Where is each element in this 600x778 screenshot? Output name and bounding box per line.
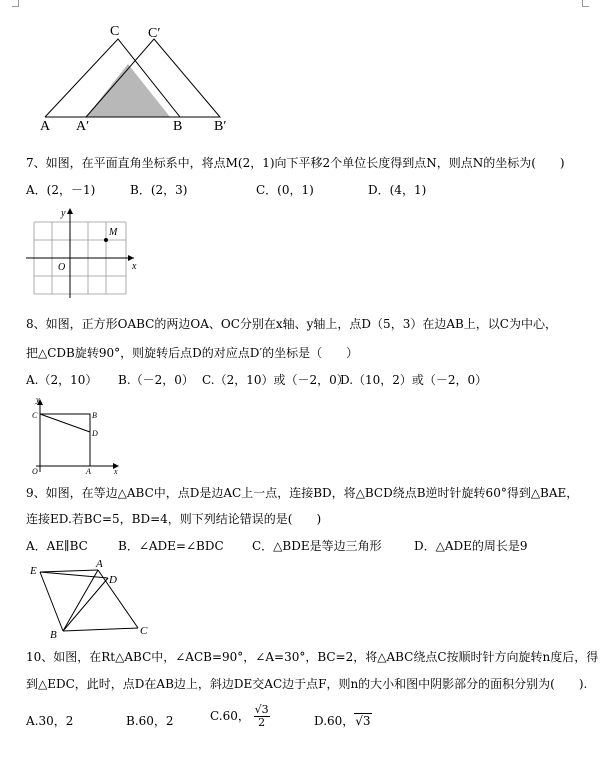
- question-7-option-a: A．(2，－1): [26, 183, 96, 197]
- question-8-option-b: B.（－2，0）: [118, 373, 194, 387]
- question-10-option-a: A.30，2: [26, 714, 74, 728]
- question-8-line-1: 8、如图，正方形OABC的两边OA、OC分别在x轴、y轴上，点D（5，3）在边AB上，以C为中心，: [26, 317, 557, 331]
- label-a: A: [40, 119, 51, 134]
- question-8-option-a: A.（2，10）: [26, 373, 98, 387]
- label-c-prime: C′: [148, 26, 161, 41]
- svg-text:y: y: [36, 396, 40, 404]
- question-9-option-c: C．△BDE是等边三角形: [252, 539, 382, 553]
- crop-mark-top-right: [582, 0, 589, 7]
- question-10-option-d: D.60，√3: [314, 714, 371, 728]
- question-7-option-c: C．(0，1): [256, 183, 314, 197]
- figure-coordinate-grid: [24, 204, 144, 300]
- question-9-option-b: B．∠ADE=∠BDC: [118, 539, 224, 553]
- question-7-option-b: B．(2，3): [130, 183, 188, 197]
- figure-equilateral-triangle-abc: [28, 556, 158, 640]
- svg-text:C: C: [140, 625, 148, 637]
- svg-text:C: C: [32, 411, 38, 420]
- svg-text:B: B: [50, 629, 57, 640]
- svg-text:O: O: [58, 262, 66, 273]
- label-b: B: [173, 119, 183, 134]
- svg-text:B: B: [92, 411, 97, 420]
- question-9-option-d: D．△ADE的周长是9: [414, 539, 528, 553]
- question-9-line-2: 连接ED.若BC=5，BD=4，则下列结论错误的是( ): [26, 512, 322, 526]
- figure-square-oabc: [26, 396, 126, 476]
- svg-text:D: D: [109, 574, 117, 586]
- svg-text:A: A: [86, 467, 91, 476]
- question-7-option-d: D．(4，1): [368, 183, 427, 197]
- crop-mark-top-left: [12, 0, 19, 7]
- question-10-line-1: 10、如图，在Rt△ABC中，∠ACB=90°，∠A=30°，BC=2，将△ABC绕点C按顺时针方向旋转n度后，得: [26, 650, 599, 664]
- label-b-prime: B′: [214, 119, 227, 134]
- svg-text:E: E: [30, 565, 37, 577]
- question-10-line-2: 到△EDC，此时，点D在AB边上，斜边DE交AC边于点F，则n的大小和图中阴影部分的面积分别为( ).: [26, 677, 588, 691]
- figure-translated-triangles: [30, 22, 260, 137]
- point-m: [104, 238, 108, 242]
- label-c: C: [110, 24, 120, 39]
- question-8-line-2: 把△CDB旋转90°，则旋转后点D的对应点D′的坐标是（ ）: [26, 346, 359, 360]
- svg-text:A: A: [96, 558, 103, 570]
- shaded-overlap: [86, 64, 170, 117]
- question-10-option-c: C.60， $\frac{√3}{2}$: [210, 703, 269, 729]
- label-a-prime: A′: [76, 119, 90, 134]
- question-7-text: 7、如图，在平面直角坐标系中，将点M(2，1)向下平移2个单位长度得到点N，则点N的坐标为( ): [26, 156, 565, 170]
- svg-text:x: x: [114, 467, 118, 476]
- svg-text:D: D: [92, 429, 98, 438]
- fraction-root3-over-2: $\frac{√3}{2}$: [254, 703, 269, 729]
- question-9-line-1: 9、如图，在等边△ABC中，点D是边AC上一点，连接BD，将△BCD绕点B逆时针旋转60°得到△BAE，: [26, 486, 579, 500]
- question-8-option-c: C.（2，10）或（－2，0）: [202, 373, 349, 387]
- question-8-option-d: D.（10，2）或（－2，0）: [340, 373, 488, 387]
- svg-text:M: M: [109, 227, 118, 238]
- svg-text:O: O: [32, 467, 38, 476]
- question-10-option-b: B.60，2: [126, 714, 174, 728]
- question-9-option-a: A．AE∥BC: [26, 539, 88, 553]
- svg-text:y: y: [61, 208, 66, 219]
- svg-text:x: x: [132, 261, 137, 272]
